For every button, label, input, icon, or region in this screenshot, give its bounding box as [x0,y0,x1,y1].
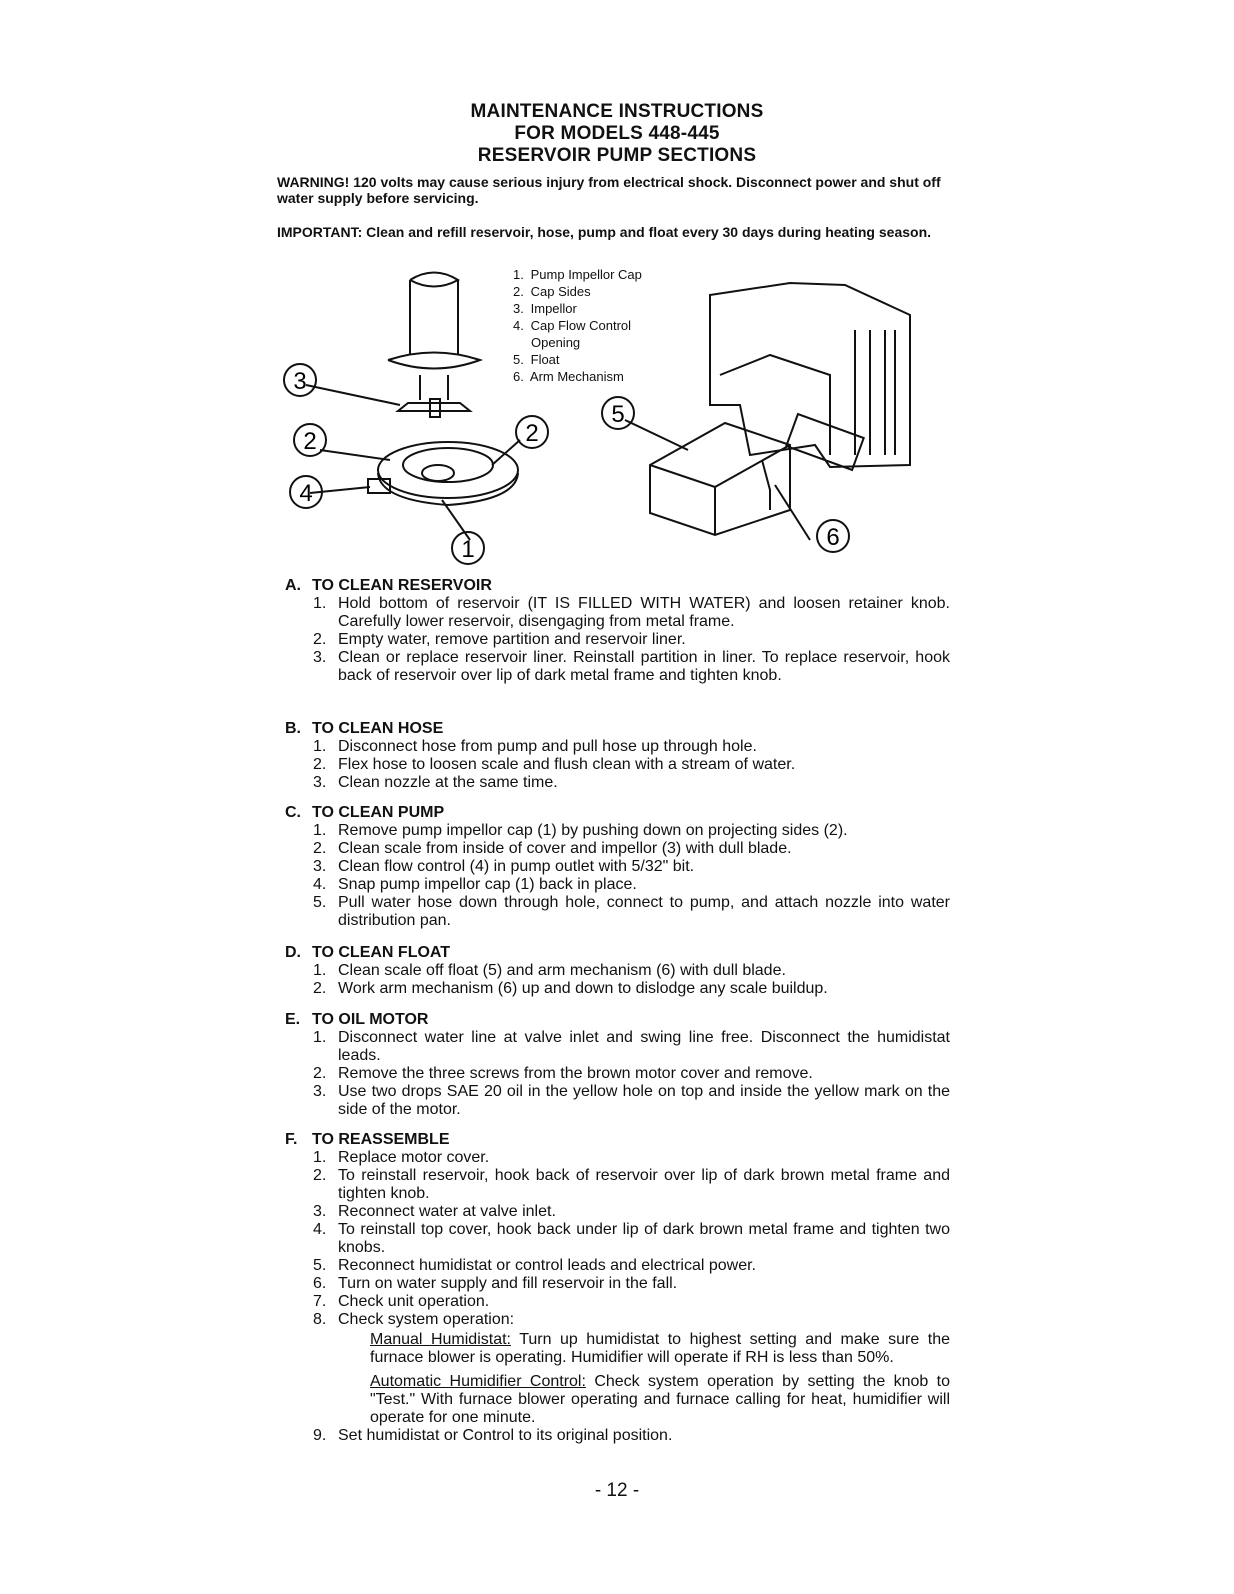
title-line-1: MAINTENANCE INSTRUCTIONS [470,101,764,122]
part-item: 1. Pump Impellor Cap [513,267,642,282]
callout-3 [284,364,316,396]
callout-5 [602,397,634,429]
part-item: Opening [531,335,581,350]
list-item: 2. Remove the three screws from the brown motor cover and remove. [313,1065,813,1082]
svg-text:2: 2 [303,428,317,455]
svg-text:2: 2 [525,420,539,447]
list-item: 5. Reconnect humidistat or control leads and electrical power. [313,1257,756,1274]
section-reassemble: F. TO REASSEMBLE 1. Replace motor cover. 2. To reinstall reservoir, hook back of reservoir over lip of dark brown metal frame and tighten knob. 3. Reconnect water at valve inlet. 4. To reinstall top cover, hook back under lip of dark brown metal frame and tighten two knobs. 5. Reconnect humidistat or control leads and electrical power. 6. Turn on water supply and fill reservoir in the fall. 7. Check unit operation. 8. Check system operation: Manual Humidistat: Turn up humidistat to highest setting and make sure the furnace blower is operating. Humidifier will operate if RH is less than 50%. Automatic Humidifier Control: Check system operation by setting the knob to "Test." With furnace blower operating and furnace calling for heat, humidifier will operate for one minute. 9. Set humidistat or Control to its original position. [285,1131,950,1444]
automatic-control-note: Automatic Humidifier Control: Check system operation by setting the knob to "Test." With furnace blower operating and furnace calling for heat, humidifier will operate for one minute. [370,1373,950,1426]
manual-humidistat-note: Manual Humidistat: Turn up humidistat to highest setting and make sure the furnace blower is operating. Humidifier will operate if RH is less than 50%. [370,1331,950,1366]
housing [710,283,910,467]
page-number: - 12 - [594,1480,640,1501]
important-text: IMPORTANT: Clean and refill reservoir, hose, pump and float every 30 days during heating season. [277,224,932,240]
list-item: 1. Remove pump impellor cap (1) by pushing down on projecting sides (2). [313,822,848,839]
svg-text:6: 6 [826,524,840,551]
list-item: 3. Clean nozzle at the same time. [313,774,558,791]
svg-text:5: 5 [611,401,625,428]
callout-2-left [294,424,326,456]
section-oil-motor: E. TO OIL MOTOR 1. Disconnect water line at valve inlet and swing line free. Disconnect the humidistat leads. 2. Remove the three screws from the brown motor cover and remove. 3. Use two drops SAE 20 oil in the yellow hole on top and inside the yellow mark on the side of the motor. [285,1011,950,1118]
part-item: 3. Impellor [513,301,577,316]
list-item: 3. Clean flow control (4) in pump outlet with 5/32" bit. [313,858,695,875]
list-item: 2. Work arm mechanism (6) up and down to dislodge any scale buildup. [313,980,828,997]
list-item: 1. Replace motor cover. [313,1149,490,1166]
title-line-3: RESERVOIR PUMP SECTIONS [477,145,757,166]
list-item: 1. Clean scale off float (5) and arm mechanism (6) with dull blade. [313,962,786,979]
list-item: 1. Disconnect hose from pump and pull hose up through hole. [313,738,757,755]
part-item: 4. Cap Flow Control [513,318,632,333]
impellor-tube [410,273,458,356]
part-item: 5. Float [513,352,560,367]
section-clean-hose: B. TO CLEAN HOSE 1. Disconnect hose from pump and pull hose up through hole. 2. Flex hose to loosen scale and flush clean with a stream of water. 3. Clean nozzle at the same time. [285,719,950,792]
callout-6 [817,520,849,552]
callout-2-right [516,416,548,448]
list-item: 9. Set humidistat or Control to its original position. [313,1427,673,1444]
svg-text:3: 3 [293,368,307,395]
part-item: 6. Arm Mechanism [513,369,624,384]
list-item: 6. Turn on water supply and fill reservoir in the fall. [313,1275,678,1292]
warning-text: WARNING! 120 volts may cause serious injury from electrical shock. Disconnect power and shut off water supply before servicing. [277,174,941,206]
list-item: 1. Hold bottom of reservoir (IT IS FILLED WITH WATER) and loosen retainer knob. Carefully lower reservoir, disengaging from metal frame. [313,595,950,630]
list-item: 7. Check unit operation. [313,1293,490,1310]
list-item: 2. Empty water, remove partition and reservoir liner. [313,631,686,648]
list-item: 1. Disconnect water line at valve inlet and swing line free. Disconnect the humidistat leads. [313,1029,950,1064]
callout-markers [284,364,849,564]
parts-legend [513,266,642,385]
impellor-blades [398,403,470,411]
list-item: 2. Flex hose to loosen scale and flush clean with a stream of water. [313,756,796,773]
section-clean-pump: C. TO CLEAN PUMP 1. Remove pump impellor cap (1) by pushing down on projecting sides (2). 2. Clean scale from inside of cover and impellor (3) with dull blade. 3. Clean flow control (4) in pump outlet with 5/32" bit. 4. Snap pump impellor cap (1) back in place. 5. Pull water hose down through hole, connect to pump, and attach nozzle into water distribution pan. [285,804,950,929]
list-item: 3. Use two drops SAE 20 oil in the yellow hole on top and inside the yellow mark on the side of the motor. [313,1083,950,1118]
page-title [0,101,1234,167]
list-item: 2. Clean scale from inside of cover and impellor (3) with dull blade. [313,840,792,857]
pump-cap [378,442,518,498]
svg-text:4: 4 [299,480,313,507]
list-item: 3. Clean or replace reservoir liner. Reinstall partition in liner. To replace reservoir, hook back of reservoir over lip of dark metal frame and tighten knob. [313,649,950,684]
list-item: 8. Check system operation: [313,1311,515,1328]
svg-text:1: 1 [461,536,475,563]
float [650,423,790,535]
list-item: 3. Reconnect water at valve inlet. [313,1203,556,1220]
list-item: 2. To reinstall reservoir, hook back of reservoir over lip of dark brown metal frame and tighten knob. [313,1167,950,1202]
list-item: 5. Pull water hose down through hole, connect to pump, and attach nozzle into water distribution pan. [313,894,950,929]
callout-1 [452,532,484,564]
part-item: 2. Cap Sides [513,284,591,299]
section-clean-float: D. TO CLEAN FLOAT 1. Clean scale off float (5) and arm mechanism (6) with dull blade. 2. Work arm mechanism (6) up and down to dislodge any scale buildup. [285,943,950,998]
list-item: 4. Snap pump impellor cap (1) back in place. [313,876,637,893]
list-item: 4. To reinstall top cover, hook back under lip of dark brown metal frame and tighten two knobs. [313,1221,950,1256]
arm-mechanism [762,460,770,510]
section-clean-reservoir: A. TO CLEAN RESERVOIR 1. Hold bottom of reservoir (IT IS FILLED WITH WATER) and loosen retainer knob. Carefully lower reservoir, disengaging from metal frame. 2. Empty water, remove partition and reservoir liner. 3. Clean or replace reservoir liner. Reinstall partition in liner. To replace reservoir, hook back of reservoir over lip of dark metal frame and tighten knob. [285,577,950,684]
title-line-2: FOR MODELS 448-445 [514,123,720,144]
